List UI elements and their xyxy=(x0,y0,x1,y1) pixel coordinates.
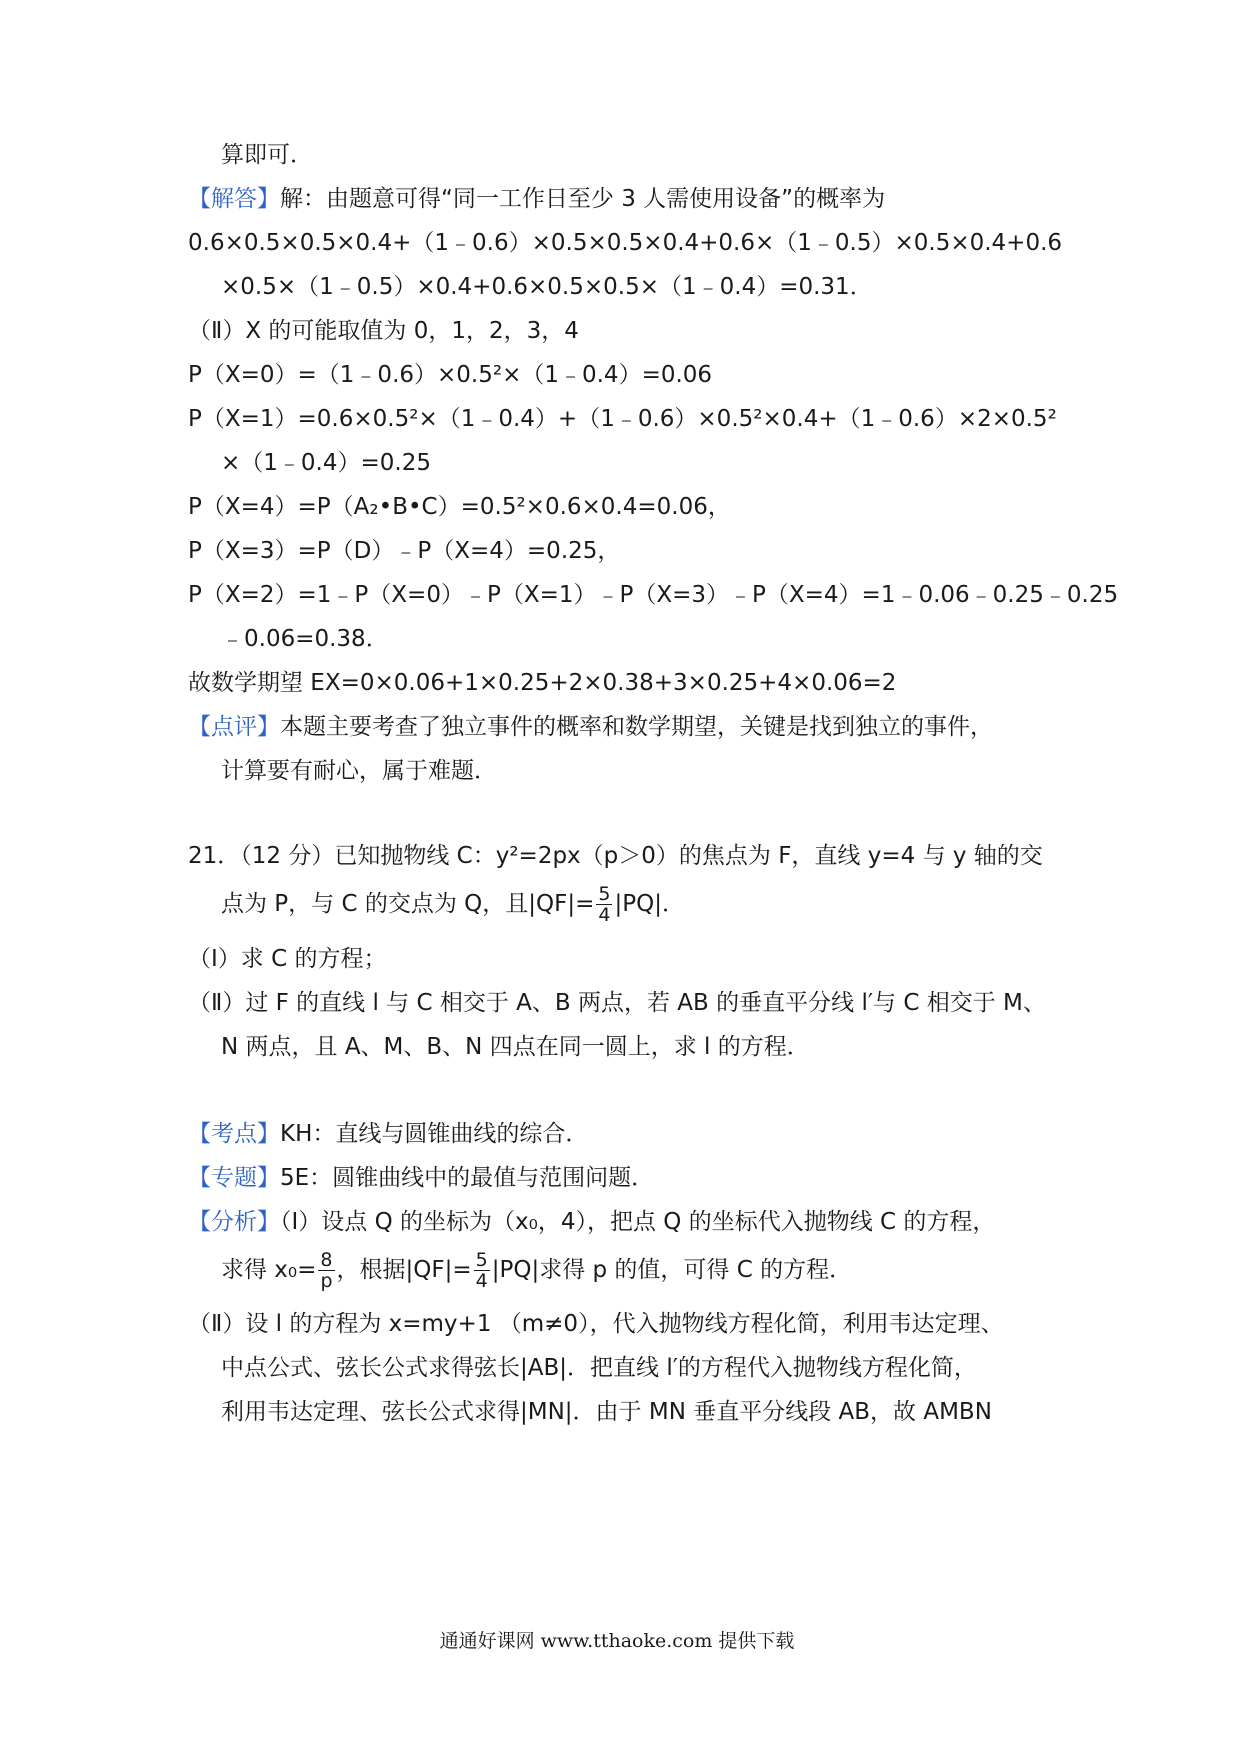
analysis-line: 【分析】（Ⅰ）设点 Q 的坐标为（x₀，4），把点 Q 的坐标代入抛物线 C 的方程， xyxy=(188,1209,996,1235)
analysis-tag: 【分析】 xyxy=(188,1209,280,1235)
text-line: 计算要有耐心，属于难题． xyxy=(221,758,497,784)
text-line: 利用韦达定理、弦长公式求得|MN|．由于 MN 垂直平分线段 AB，故 AMBN xyxy=(221,1399,992,1425)
text-line: N 两点，且 A、M、B、N 四点在同一圆上，求 l 的方程． xyxy=(221,1034,810,1060)
text-line: 点为 P，与 C 的交点为 Q，且|QF|= $\frac{5}{4}$ |PQ|． xyxy=(221,883,685,926)
knowledge-point-tag: 【考点】 xyxy=(188,1121,280,1147)
text-line: （Ⅱ）过 F 的直线 l 与 C 相交于 A、B 两点，若 AB 的垂直平分线 l′与 C 相交于 M、 xyxy=(188,990,1046,1016)
review-tag: 【点评】 xyxy=(188,714,280,740)
text-line: 求得 x₀= $\frac{8}{p}$ ，根据|QF|= $\frac{5}{4}$ |PQ|求得 p 的值，可得 C 的方程． xyxy=(221,1249,853,1292)
fraction: $\frac{5}{4}$ xyxy=(598,883,611,926)
text-line: P（X=1）=0.6×0.5²×（1﹣0.4）+（1﹣0.6）×0.5²×0.4+（1﹣0.6）×2×0.5² xyxy=(188,406,1057,432)
review-line: 【点评】本题主要考查了独立事件的概率和数学期望，关键是找到独立的事件， xyxy=(188,714,993,740)
text-line: （Ⅰ）求 C 的方程； xyxy=(188,946,387,972)
text-line: P（X=0）=（1﹣0.6）×0.5²×（1﹣0.4）=0.06 xyxy=(188,362,713,388)
text-line: P（X=2）=1﹣P（X=0）﹣P（X=1）﹣P（X=3）﹣P（X=4）=1﹣0.06﹣0.25﹣0.25 xyxy=(188,582,1119,608)
problem-21-line: 21．（12 分）已知抛物线 C：y²=2px（p＞0）的焦点为 F，直线 y=4 与 y 轴的交 xyxy=(188,843,1043,869)
text-line: 算即可． xyxy=(221,142,313,168)
text-line: 0.6×0.5×0.5×0.4+（1﹣0.6）×0.5×0.5×0.4+0.6×（1﹣0.5）×0.5×0.4+0.6 xyxy=(188,230,1063,256)
text-line: ×（1﹣0.4）=0.25 xyxy=(221,450,431,476)
text-line: P（X=4）=P（A₂•B•C）=0.5²×0.6×0.4=0.06， xyxy=(188,494,731,520)
topic-line: 【专题】5E：圆锥曲线中的最值与范围问题． xyxy=(188,1165,655,1191)
text-line: ﹣0.06=0.38． xyxy=(221,626,389,652)
text-line: P（X=3）=P（D）﹣P（X=4）=0.25， xyxy=(188,538,621,564)
solution-tag: 【解答】 xyxy=(188,186,280,212)
text-line: （Ⅱ）设 l 的方程为 x=my+1 （m≠0），代入抛物线方程化简，利用韦达定理、 xyxy=(188,1311,1004,1337)
solution-line: 【解答】解：由题意可得“同一工作日至少 3 人需使用设备”的概率为 xyxy=(188,186,886,212)
knowledge-point-line: 【考点】KH：直线与圆锥曲线的综合． xyxy=(188,1121,589,1147)
footer-text: 通通好课网 www.tthaoke.com 提供下载 xyxy=(439,1630,795,1652)
text-line: 中点公式、弦长公式求得弦长|AB|．把直线 l′的方程代入抛物线方程化简， xyxy=(221,1355,977,1381)
text-line: ×0.5×（1﹣0.5）×0.4+0.6×0.5×0.5×（1﹣0.4）=0.31． xyxy=(221,274,873,300)
text-line: 故数学期望 EX=0×0.06+1×0.25+2×0.38+3×0.25+4×0.06=2 xyxy=(188,670,897,696)
topic-tag: 【专题】 xyxy=(188,1165,280,1191)
text-line: （Ⅱ）X 的可能取值为 0，1，2，3，4 xyxy=(188,318,579,344)
fraction: $\frac{5}{4}$ xyxy=(475,1249,488,1292)
fraction: $\frac{8}{p}$ xyxy=(320,1249,333,1292)
